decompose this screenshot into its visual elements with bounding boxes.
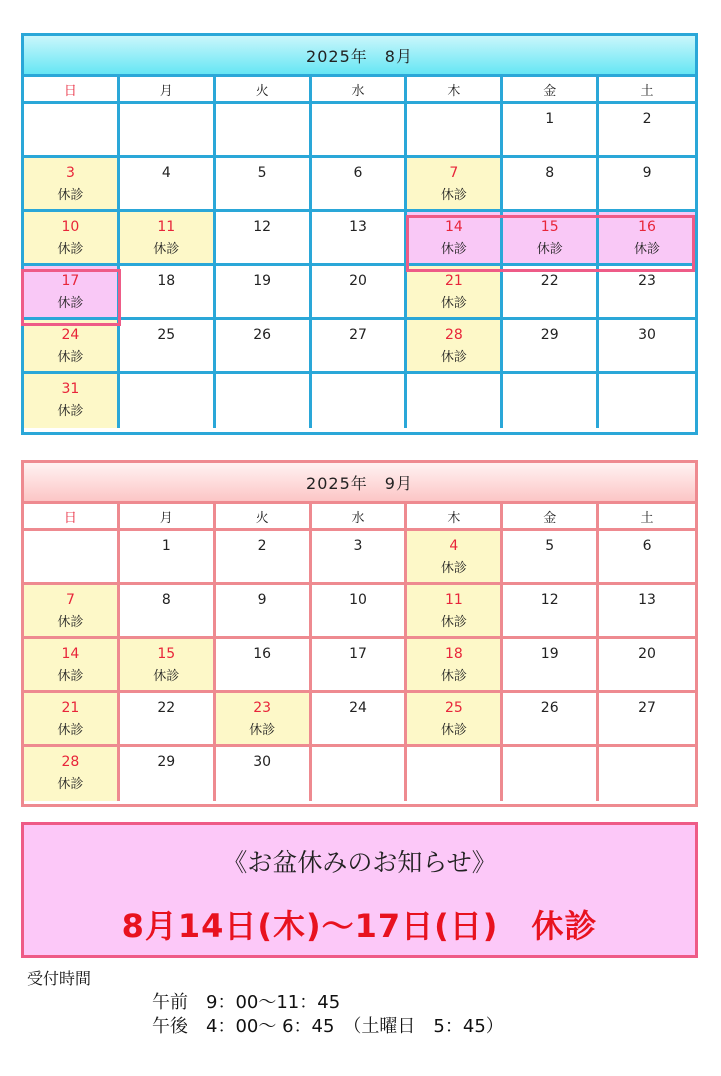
calendar-day	[120, 693, 216, 747]
calendar-day	[407, 693, 503, 747]
weekday-header: 水	[312, 77, 408, 104]
day-number: 19	[540, 646, 559, 662]
calendar-day	[216, 585, 312, 639]
calendar-day	[24, 266, 120, 320]
calendar-day	[24, 639, 120, 693]
day-number: 27	[638, 700, 656, 716]
weekday-header: 木	[407, 504, 503, 531]
closed-label: 休診	[440, 615, 467, 630]
weekday-header: 金	[503, 504, 599, 531]
closed-label: 休診	[57, 777, 84, 792]
closed-label: 休診	[440, 242, 467, 257]
weekday-header: 木	[407, 77, 503, 104]
calendar-empty-cell	[599, 747, 695, 801]
closed-label: 休診	[536, 242, 563, 257]
hours-morning: 午前 9：00～11：45	[152, 992, 341, 1013]
day-number: 22	[540, 273, 559, 289]
calendar-day	[503, 158, 599, 212]
weekday-header: 月	[120, 77, 216, 104]
calendar-day	[599, 266, 695, 320]
calendar-day	[407, 531, 503, 585]
day-number: 12	[253, 219, 272, 235]
calendar-empty-cell	[24, 531, 120, 585]
calendar-empty-cell	[407, 374, 503, 428]
day-number: 25	[444, 700, 463, 716]
calendar-day	[599, 639, 695, 693]
day-number: 24	[349, 700, 367, 716]
day-number: 7	[449, 165, 459, 181]
hours-label: 受付時間	[27, 969, 92, 988]
day-number: 30	[253, 754, 272, 770]
day-number: 7	[65, 592, 75, 608]
day-number: 3	[353, 538, 363, 554]
day-number: 8	[161, 592, 171, 608]
calendar-day	[503, 212, 599, 266]
calendar-day	[312, 693, 408, 747]
calendar-day	[503, 531, 599, 585]
calendar-day	[599, 104, 695, 158]
weekday-header: 日	[24, 504, 120, 531]
calendar-day	[312, 639, 408, 693]
calendar-day	[599, 531, 695, 585]
day-number: 4	[449, 538, 459, 554]
closed-label: 休診	[440, 723, 467, 738]
calendar-day	[120, 585, 216, 639]
day-number: 14	[61, 646, 80, 662]
closed-label: 休診	[57, 615, 84, 630]
closed-label: 休診	[440, 296, 467, 311]
calendar-day	[312, 585, 408, 639]
calendar-day	[120, 266, 216, 320]
closed-label: 休診	[153, 242, 180, 257]
calendar-day	[216, 531, 312, 585]
calendar-day	[599, 158, 695, 212]
day-number: 18	[157, 273, 176, 289]
calendar-day	[216, 747, 312, 801]
day-number: 16	[253, 646, 272, 662]
calendar-title: 2025年 9月	[24, 463, 695, 504]
day-number: 4	[161, 165, 171, 181]
hours-afternoon: 午後 4：00～ 6：45 （土曜日 5：45）	[152, 1016, 504, 1037]
calendar-day	[24, 747, 120, 801]
closed-label: 休診	[57, 350, 84, 365]
calendar-day	[312, 158, 408, 212]
day-number: 9	[642, 165, 652, 181]
calendar-day	[24, 585, 120, 639]
day-number: 2	[642, 111, 652, 127]
calendar-grid	[24, 504, 695, 804]
day-number: 30	[638, 327, 656, 343]
day-number: 13	[638, 592, 656, 608]
calendar-empty-cell	[503, 374, 599, 428]
calendar-empty-cell	[312, 374, 408, 428]
notice-dates: 8月14日(木)～17日(日) 休診	[121, 907, 598, 945]
day-number: 12	[540, 592, 559, 608]
day-number: 29	[157, 754, 176, 770]
weekday-header: 月	[120, 504, 216, 531]
day-number: 9	[257, 592, 267, 608]
calendar-day	[216, 266, 312, 320]
calendar-empty-cell	[24, 104, 120, 158]
calendar-day	[503, 266, 599, 320]
closed-label: 休診	[440, 188, 467, 203]
calendar-day	[24, 374, 120, 428]
day-number: 8	[545, 165, 555, 181]
day-number: 28	[61, 754, 80, 770]
day-number: 27	[349, 327, 367, 343]
day-number: 6	[642, 538, 652, 554]
day-number: 11	[444, 592, 463, 608]
calendar-day	[312, 266, 408, 320]
closed-label: 休診	[440, 350, 467, 365]
calendar-day	[24, 212, 120, 266]
calendar-day	[216, 639, 312, 693]
closed-label: 休診	[57, 242, 84, 257]
day-number: 15	[540, 219, 559, 235]
day-number: 18	[444, 646, 463, 662]
closed-label: 休診	[440, 561, 467, 576]
calendar-empty-cell	[599, 374, 695, 428]
closed-label: 休診	[57, 188, 84, 203]
calendar-day	[216, 320, 312, 374]
calendar-day	[407, 639, 503, 693]
day-number: 25	[157, 327, 176, 343]
day-number: 28	[444, 327, 463, 343]
calendar-empty-cell	[120, 374, 216, 428]
calendar-empty-cell	[312, 104, 408, 158]
day-number: 17	[61, 273, 80, 289]
calendar-day	[24, 693, 120, 747]
closed-label: 休診	[57, 404, 84, 419]
day-number: 5	[545, 538, 555, 554]
day-number: 19	[253, 273, 272, 289]
day-number: 5	[257, 165, 267, 181]
weekday-header: 金	[503, 77, 599, 104]
closed-label: 休診	[57, 723, 84, 738]
day-number: 17	[349, 646, 367, 662]
calendar-day	[120, 639, 216, 693]
day-number: 10	[61, 219, 80, 235]
day-number: 10	[349, 592, 367, 608]
day-number: 15	[157, 646, 176, 662]
weekday-header: 水	[312, 504, 408, 531]
day-number: 23	[638, 273, 656, 289]
calendar-day	[312, 212, 408, 266]
calendar-day	[312, 320, 408, 374]
calendar-day	[599, 320, 695, 374]
calendar-day	[503, 693, 599, 747]
calendar-day	[120, 747, 216, 801]
day-number: 11	[157, 219, 176, 235]
day-number: 13	[349, 219, 367, 235]
calendar-empty-cell	[503, 747, 599, 801]
calendar-day	[216, 158, 312, 212]
day-number: 1	[545, 111, 555, 127]
calendar-day	[120, 320, 216, 374]
calendar-empty-cell	[216, 104, 312, 158]
weekday-header: 土	[599, 504, 695, 531]
calendar-day	[216, 212, 312, 266]
obon-notice	[21, 822, 698, 958]
weekday-header: 火	[216, 77, 312, 104]
day-number: 2	[257, 538, 267, 554]
calendar-day	[216, 693, 312, 747]
day-number: 3	[65, 165, 75, 181]
calendar-day	[407, 320, 503, 374]
closed-label: 休診	[634, 242, 661, 257]
day-number: 20	[638, 646, 656, 662]
day-number: 21	[61, 700, 80, 716]
calendar-day	[407, 585, 503, 639]
weekday-header: 日	[24, 77, 120, 104]
day-number: 14	[444, 219, 463, 235]
calendar-grid	[24, 77, 695, 431]
calendar-september	[21, 460, 698, 807]
calendar-day	[599, 212, 695, 266]
calendar-day	[312, 531, 408, 585]
day-number: 31	[61, 381, 80, 397]
closed-label: 休診	[57, 669, 84, 684]
calendar-day	[407, 266, 503, 320]
calendar-day	[503, 639, 599, 693]
calendar-day	[120, 212, 216, 266]
calendar-day	[24, 320, 120, 374]
calendar-day	[407, 212, 503, 266]
calendar-day	[503, 585, 599, 639]
closed-label: 休診	[440, 669, 467, 684]
calendar-day	[24, 158, 120, 212]
day-number: 16	[638, 219, 656, 235]
calendar-day	[503, 104, 599, 158]
calendar-day	[599, 693, 695, 747]
calendar-empty-cell	[407, 104, 503, 158]
day-number: 24	[61, 327, 80, 343]
day-number: 1	[161, 538, 171, 554]
day-number: 22	[157, 700, 176, 716]
calendar-empty-cell	[120, 104, 216, 158]
day-number: 26	[253, 327, 272, 343]
calendar-day	[407, 158, 503, 212]
day-number: 21	[444, 273, 463, 289]
calendar-empty-cell	[216, 374, 312, 428]
day-number: 26	[540, 700, 559, 716]
closed-label: 休診	[249, 723, 276, 738]
closed-label: 休診	[57, 296, 84, 311]
day-number: 23	[253, 700, 272, 716]
calendar-day	[120, 531, 216, 585]
weekday-header: 火	[216, 504, 312, 531]
calendar-day	[599, 585, 695, 639]
reception-hours	[27, 966, 504, 1037]
weekday-header: 土	[599, 77, 695, 104]
calendar-day	[503, 320, 599, 374]
calendar-empty-cell	[407, 747, 503, 801]
calendar-day	[120, 158, 216, 212]
day-number: 20	[349, 273, 367, 289]
day-number: 29	[540, 327, 559, 343]
day-number: 6	[353, 165, 363, 181]
calendar-title: 2025年 8月	[24, 36, 695, 77]
notice-title: 《お盆休みのお知らせ》	[222, 848, 497, 877]
calendar-august	[21, 33, 698, 435]
closed-label: 休診	[153, 669, 180, 684]
calendar-empty-cell	[312, 747, 408, 801]
